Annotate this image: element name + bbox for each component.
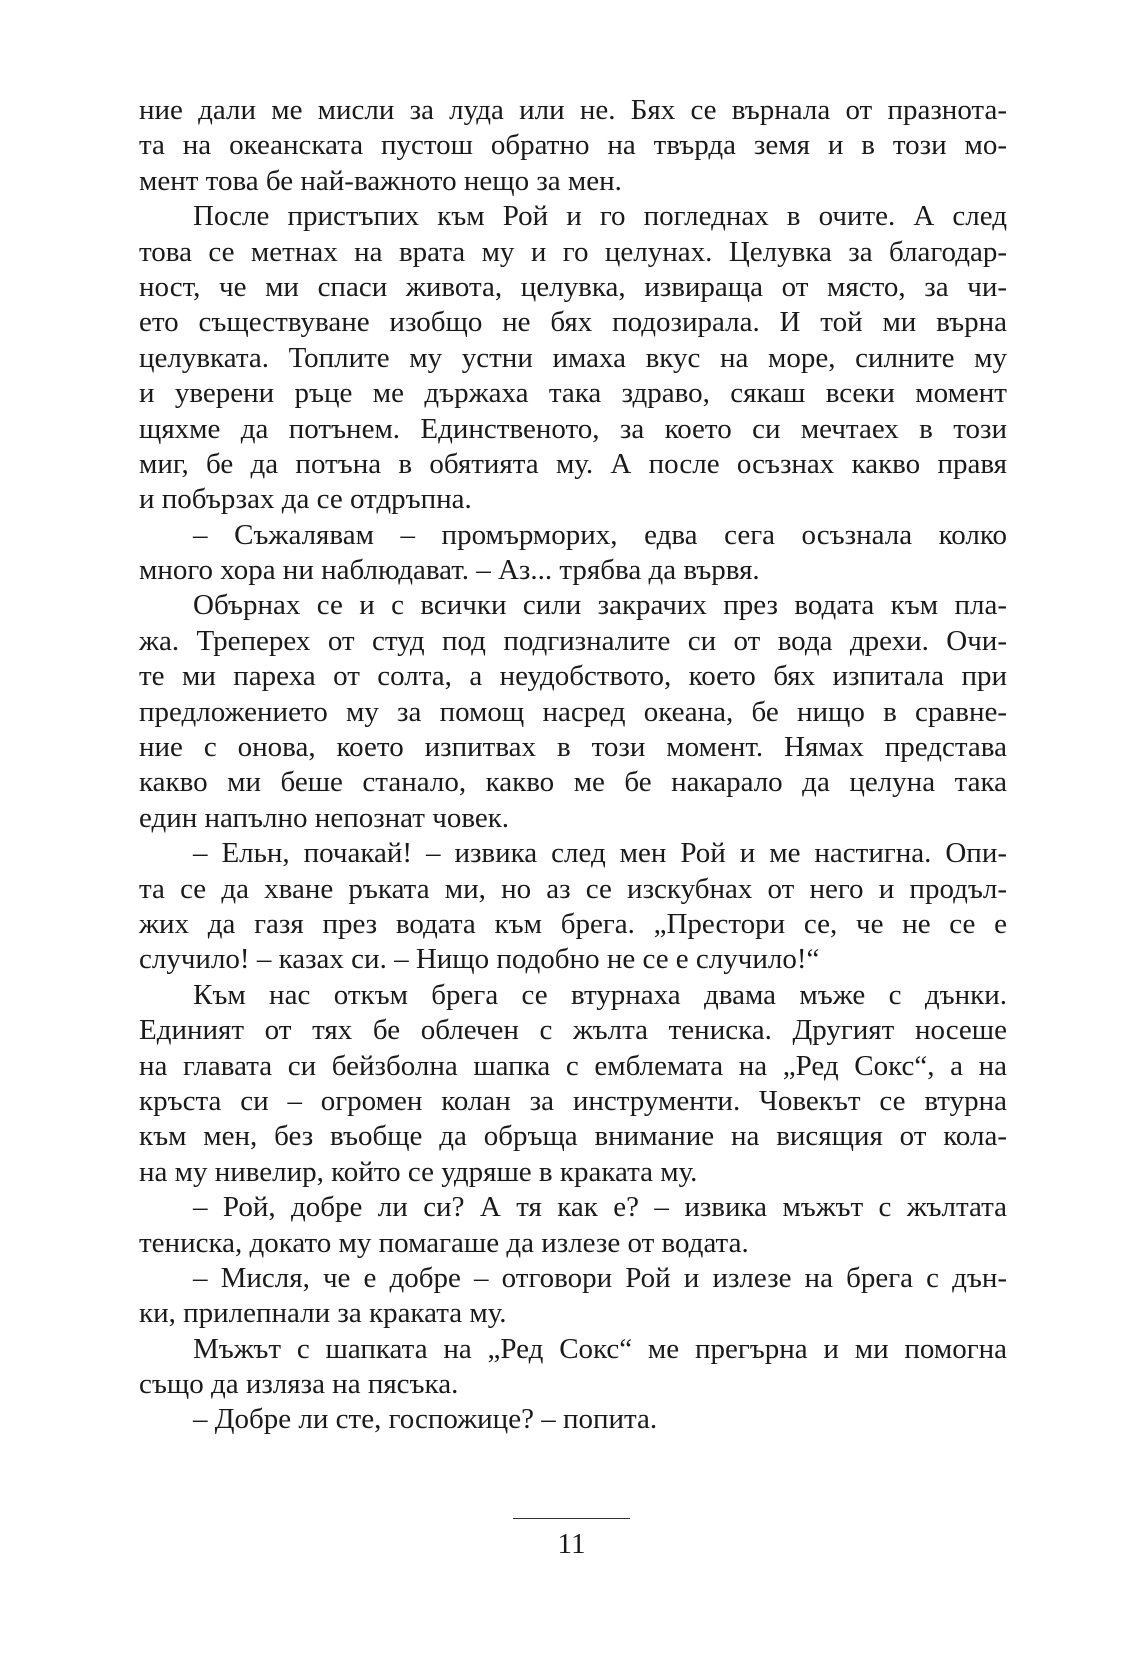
text-line: – Добре ли сте, госпожице? – попита.	[193, 1403, 658, 1436]
text-line: те ми пареха от солта, а неудобството, което бях изпитала при	[139, 660, 1007, 693]
text-line: – Съжалявам – промърморих, едва сега осъзнала колко	[193, 518, 1007, 551]
text-line: После пристъпих към Рой и го погледнах в очите. А след	[193, 200, 1007, 233]
body-text	[139, 93, 1007, 1438]
text-line: Единият от тях бе облечен с жълта тениска. Другият носеше	[139, 1014, 1007, 1047]
text-line: та се да хване ръката ми, но аз се изскубнах от него и продъл-	[139, 872, 1007, 905]
text-line: – Рой, добре ли си? А тя как е? – извика мъжът с жълтата	[193, 1191, 1007, 1224]
text-line: един напълно непознат човек.	[139, 801, 510, 834]
text-line: та на океанската пустош обратно на твърда земя и в този мо-	[139, 129, 1007, 162]
text-line: ние дали ме мисли за луда или не. Бях се върнала от празнота-	[139, 94, 1007, 126]
text-line: на му нивелир, който се удряше в краката му.	[139, 1155, 698, 1188]
text-line: ки, прилепнали за краката му.	[139, 1297, 507, 1330]
text-line: Към нас откъм брега се втурнаха двама мъже с дънки.	[193, 978, 1007, 1011]
text-line: жа. Треперех от студ под подгизналите си от вода дрехи. Очи-	[139, 624, 1007, 657]
text-line: целувката. Топлите му устни имаха вкус на море, силните му	[139, 341, 1007, 374]
text-line: много хора ни наблюдават. – Аз... трябва да вървя.	[139, 554, 760, 587]
text-line: това се метнах на врата му и го целунах. Целувка за благодар-	[139, 235, 1007, 268]
text-line: жих да газя през водата към брега. „Престори се, че не се е	[139, 907, 1007, 940]
page-number: 11	[557, 1528, 586, 1560]
text-line: Мъжът с шапката на „Ред Сокс“ ме прегърна и ми помогна	[193, 1332, 1007, 1365]
text-line: кръста си – огромен колан за инструменти. Човекът се втурна	[139, 1084, 1007, 1117]
text-line: ние с онова, което изпитвах в този момент. Нямах представа	[139, 731, 1007, 764]
text-line: ето съществуване изобщо не бях подозирала. И той ми върна	[139, 306, 1007, 339]
text-line: на главата си бейзболна шапка с емблемата на „Ред Сокс“, а на	[139, 1049, 1007, 1082]
text-line: и уверени ръце ме държаха така здраво, сякаш всеки момент	[139, 377, 1007, 410]
footer-rule	[513, 1518, 630, 1519]
text-line: предложението му за помощ насред океана, бе нищо в сравне-	[139, 695, 1007, 728]
text-line: тениска, докато му помагаше да излезе от водата.	[139, 1226, 749, 1259]
text-line: щяхме да потънем. Единственото, за което си мечтаех в този	[139, 412, 1007, 445]
text-line: мент това бе най-важното нещо за мен.	[139, 164, 622, 197]
text-line: също да изляза на пясъка.	[139, 1368, 459, 1401]
text-line: ност, че ми спаси живота, целувка, извираща от място, за чи-	[139, 270, 1007, 303]
text-line: – Ельн, почакай! – извика след мен Рой и ме настигна. Опи-	[193, 837, 1007, 870]
text-line: – Мисля, че е добре – отговори Рой и излезе на брега с дън-	[193, 1261, 1007, 1294]
text-line: към мен, без въобще да обръща внимание на висящия от кола-	[139, 1120, 1007, 1153]
text-line: какво ми беше станало, какво ме бе накарало да целуна така	[139, 766, 1007, 799]
text-line: и побързах да се отдръпна.	[139, 483, 472, 516]
text-line: Обърнах се и с всички сили закрачих през водата към пла-	[193, 589, 1007, 622]
text-line: случило! – казах си. – Нищо подобно не се е случило!“	[139, 943, 820, 976]
text-line: миг, бе да потъна в обятията му. А после осъзнах какво правя	[139, 447, 1007, 480]
